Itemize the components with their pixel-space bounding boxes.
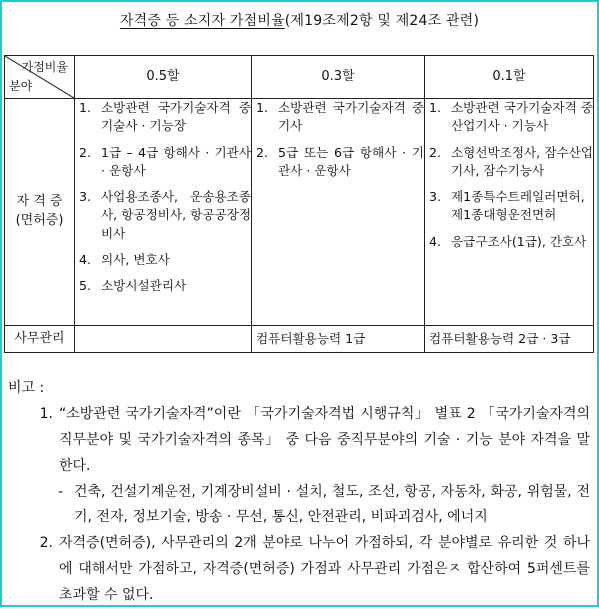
column-header-05: 0.5할 — [75, 56, 252, 99]
list-item: 2. 5급 또는 6급 항해사 · 기관사 · 운항사 — [256, 144, 424, 178]
certificate-cell-03 — [252, 99, 425, 326]
corner-header-cell — [5, 56, 75, 99]
admin-row-label: 사무관리 — [5, 326, 75, 353]
list-item: 3. 제1종특수트레일러면허, 제1종대형운전면허 — [429, 189, 585, 223]
bonus-ratio-table — [4, 55, 594, 353]
column-header-01: 0.1할 — [425, 56, 594, 99]
certificate-cell-05 — [75, 99, 252, 326]
list-item: 3. 사업용조종사, 운송용조종사, 항공정비사, 항공공장정비사 — [79, 189, 251, 241]
table-header-row — [5, 56, 594, 99]
corner-label-ratio: 가점비율 — [21, 60, 68, 74]
remark-number: 1. — [39, 405, 53, 422]
certificate-cell-01 — [425, 99, 594, 326]
list-item: 2. 소형선박조정사, 잠수산업기사, 잠수기능사 — [429, 144, 593, 178]
certificate-label-line1: 자 격 증 — [16, 194, 63, 210]
remark-text: 자격증(면허증), 사무관리의 2개 분야로 나누어 가점하되, 각 분야별로 유리한 것 하나에 대해서만 가점하고, 자격증(면허증) 가점과 사무관리 가점은ㅈ 합산하여 5퍼센트를 초과할 수 없다. — [59, 535, 590, 604]
remark-item-1 — [8, 402, 590, 480]
title-main: 자격증 등 소지자 가점비율 — [119, 13, 285, 29]
dash-marker: - — [58, 483, 64, 500]
admin-cell-05 — [75, 326, 252, 353]
list-item: 1. 소방관련 국가기술자격 중 기사 — [256, 100, 424, 134]
title-suffix: (제19조제2항 및 제24조 관련) — [284, 13, 480, 29]
list-item: 5. 소방시설관리사 — [79, 278, 187, 293]
remark-text: “소방관련 국가기술자격”이란 「국가기술자격법 시행규칙」 별표 2 「국가기술자격의 직무분야 및 국가기술자격의 종목」 중 다음 중직무분야의 기술 · 기능 분야 자격을 말한다. — [59, 405, 590, 474]
remark-number: 2. — [39, 535, 53, 552]
admin-cell-01: 컴퓨터활용능력 2급 · 3급 — [425, 326, 594, 353]
certificate-row — [5, 99, 594, 326]
page-title — [0, 10, 599, 30]
list-item: 4. 의사, 변호사 — [79, 251, 170, 267]
subitem-text: 건축, 건설기계운전, 기계장비설비 · 설치, 철도, 조선, 항공, 자동차, 화공, 위험물, 전기, 전자, 정보기술, 방송 · 무선, 통신, 안전관리, 비파괴검사, 에너지 — [74, 483, 590, 526]
certificate-label-line2: (면허증) — [15, 213, 64, 228]
remark-item-2 — [8, 531, 590, 609]
corner-label-field: 분야 — [9, 78, 33, 93]
list-item: 2. 1급 – 4급 항해사 · 기관사 · 운항사 — [79, 144, 251, 178]
remark-subitem — [8, 480, 590, 532]
column-header-03: 0.3할 — [252, 56, 425, 99]
list-item: 1. 소방관련 국가기술자격 중 산업기사 · 기능사 — [429, 100, 593, 134]
admin-cell-03: 컴퓨터활용능력 1급 — [252, 326, 425, 353]
list-item: 4. 응급구조사(1급), 간호사 — [429, 233, 587, 249]
remarks-section — [8, 376, 590, 609]
certificate-row-label — [5, 99, 75, 326]
list-item: 1. 소방관련 국가기술자격 중 기술사 · 기능장 — [79, 100, 251, 134]
remarks-heading: 비고 : — [8, 380, 45, 396]
admin-row — [5, 326, 594, 353]
